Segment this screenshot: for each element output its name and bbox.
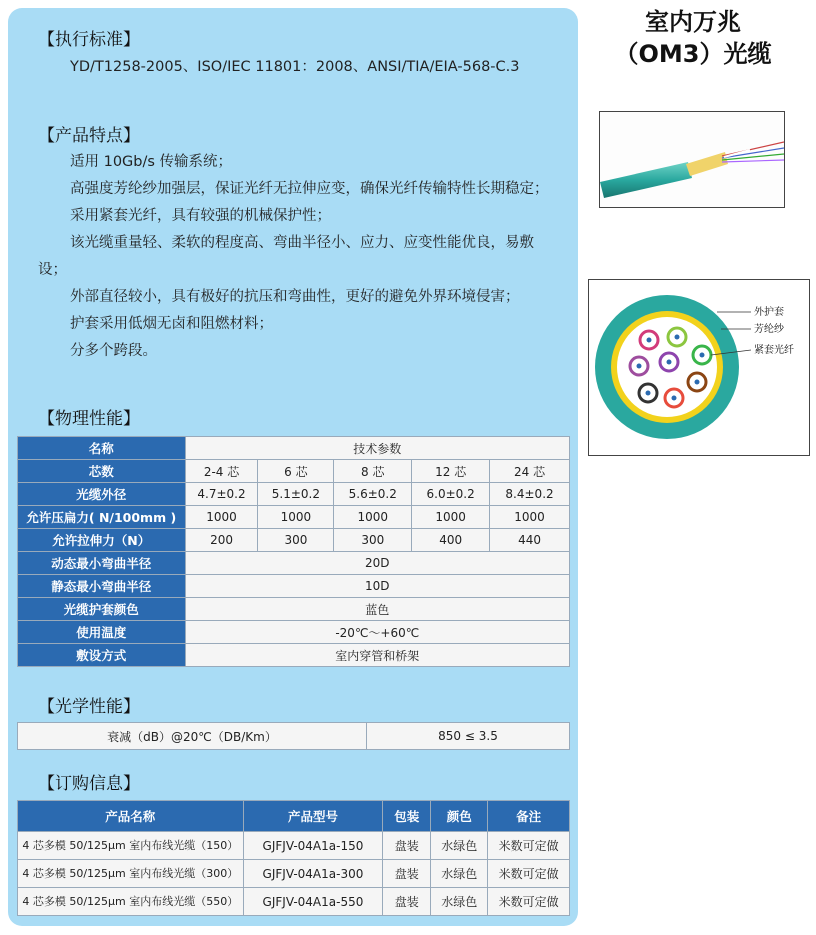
table-row — [18, 723, 570, 750]
features-list — [38, 149, 558, 365]
table-row — [18, 860, 570, 888]
col-name-header: 名称 — [18, 437, 186, 460]
table-row — [18, 888, 570, 916]
table-row — [18, 506, 570, 529]
optical-heading: 【光学性能】 — [38, 697, 140, 717]
table-row — [18, 529, 570, 552]
label-jacket: 外护套 — [754, 307, 784, 318]
cell: 5.6±0.2 — [334, 483, 412, 506]
title-line-2: （OM3）光缆 — [614, 40, 772, 68]
row-label: 动态最小弯曲半径 — [18, 552, 186, 575]
feature-item: 该光缆重量轻、柔软的程度高、弯曲半径小、应力、应变性能优良，易敷设； — [38, 235, 534, 278]
feature-item: 护套采用低烟无卤和阻燃材料； — [70, 316, 273, 332]
row-label: 光缆护套颜色 — [18, 598, 186, 621]
cell: 水绿色 — [431, 832, 488, 860]
row-label: 光缆外径 — [18, 483, 186, 506]
label-aramid: 芳纶纱 — [754, 324, 784, 335]
header-cell: 备注 — [488, 801, 570, 832]
cell: 8.4±0.2 — [490, 483, 570, 506]
cell: 室内穿管和桥架 — [185, 644, 569, 667]
header-cell: 包装 — [383, 801, 431, 832]
table-row — [18, 575, 570, 598]
standard-heading: 【执行标准】 — [38, 30, 140, 50]
cell: 米数可定做 — [488, 888, 570, 916]
cell: GJFJV-04A1a-150 — [243, 832, 383, 860]
row-label: 使用温度 — [18, 621, 186, 644]
cell: 5.1±0.2 — [258, 483, 334, 506]
cell: 300 — [258, 529, 334, 552]
cell: -20℃～+60℃ — [185, 621, 569, 644]
optical-label: 衰减（dB）@20℃（DB/Km） — [18, 723, 367, 750]
cable-photo — [599, 111, 785, 208]
cell: 400 — [412, 529, 490, 552]
table-row — [18, 598, 570, 621]
feature-item: 高强度芳纶纱加强层，保证光纤无拉伸应变，确保光纤传输特性长期稳定； — [70, 181, 549, 197]
physical-table — [17, 436, 570, 667]
cell: 1000 — [185, 506, 258, 529]
cell: 10D — [185, 575, 569, 598]
header-cell: 产品名称 — [18, 801, 244, 832]
label-fiber: 紧套光纤 — [754, 345, 794, 356]
cell: 盘装 — [383, 888, 431, 916]
physical-heading: 【物理性能】 — [38, 409, 140, 429]
optical-value: 850 ≤ 3.5 — [367, 723, 570, 750]
cell: 6 芯 — [258, 460, 334, 483]
cell: 6.0±0.2 — [412, 483, 490, 506]
cell: 4.7±0.2 — [185, 483, 258, 506]
cell: GJFJV-04A1a-550 — [243, 888, 383, 916]
cell: GJFJV-04A1a-300 — [243, 860, 383, 888]
row-label: 芯数 — [18, 460, 186, 483]
cell: 4 芯多模 50/125μm 室内布线光缆（550） — [18, 888, 244, 916]
row-label: 允许压扁力( N/100mm ) — [18, 506, 186, 529]
cell: 20D — [185, 552, 569, 575]
cell: 蓝色 — [185, 598, 569, 621]
feature-item: 外部直径较小，具有极好的抗压和弯曲性，更好的避免外界环境侵害； — [70, 289, 520, 305]
cell: 4 芯多模 50/125μm 室内布线光缆（300） — [18, 860, 244, 888]
row-label: 允许拉伸力（N） — [18, 529, 186, 552]
optical-table — [17, 722, 570, 750]
cell: 水绿色 — [431, 860, 488, 888]
order-table — [17, 800, 570, 916]
feature-item: 适用 10Gb/s 传输系统； — [70, 154, 233, 170]
table-row — [18, 483, 570, 506]
row-label: 静态最小弯曲半径 — [18, 575, 186, 598]
col-params-header: 技术参数 — [185, 437, 569, 460]
order-heading: 【订购信息】 — [38, 774, 140, 794]
cell: 盘装 — [383, 832, 431, 860]
title-line-1: 室内万兆 — [645, 8, 741, 36]
table-row — [18, 644, 570, 667]
row-label: 敷设方式 — [18, 644, 186, 667]
cell: 2-4 芯 — [185, 460, 258, 483]
table-row — [18, 437, 570, 460]
cell: 8 芯 — [334, 460, 412, 483]
cell: 米数可定做 — [488, 832, 570, 860]
cell: 4 芯多模 50/125μm 室内布线光缆（150） — [18, 832, 244, 860]
table-row — [18, 621, 570, 644]
table-row — [18, 832, 570, 860]
cell: 1000 — [412, 506, 490, 529]
cell: 440 — [490, 529, 570, 552]
cell: 200 — [185, 529, 258, 552]
cell: 12 芯 — [412, 460, 490, 483]
table-row — [18, 801, 570, 832]
cell: 1000 — [258, 506, 334, 529]
cell: 1000 — [490, 506, 570, 529]
feature-item: 采用紧套光纤，具有较强的机械保护性； — [70, 208, 331, 224]
table-row — [18, 460, 570, 483]
header-cell: 产品型号 — [243, 801, 383, 832]
cell: 米数可定做 — [488, 860, 570, 888]
cable-illustration — [600, 112, 784, 207]
product-title — [598, 6, 788, 70]
cell: 24 芯 — [490, 460, 570, 483]
cell: 水绿色 — [431, 888, 488, 916]
cell: 盘装 — [383, 860, 431, 888]
aramid-shape — [686, 152, 728, 176]
cell: 300 — [334, 529, 412, 552]
table-row — [18, 552, 570, 575]
cell: 1000 — [334, 506, 412, 529]
jacket-shape — [600, 162, 692, 198]
cross-section-svg — [589, 280, 809, 455]
features-heading: 【产品特点】 — [38, 126, 140, 146]
feature-item: 分多个跨段。 — [70, 343, 157, 359]
standard-text: YD/T1258-2005、ISO/IEC 11801：2008、ANSI/TIA/EIA-568-C.3 — [70, 59, 520, 75]
cross-section-diagram — [588, 279, 810, 456]
header-cell: 颜色 — [431, 801, 488, 832]
